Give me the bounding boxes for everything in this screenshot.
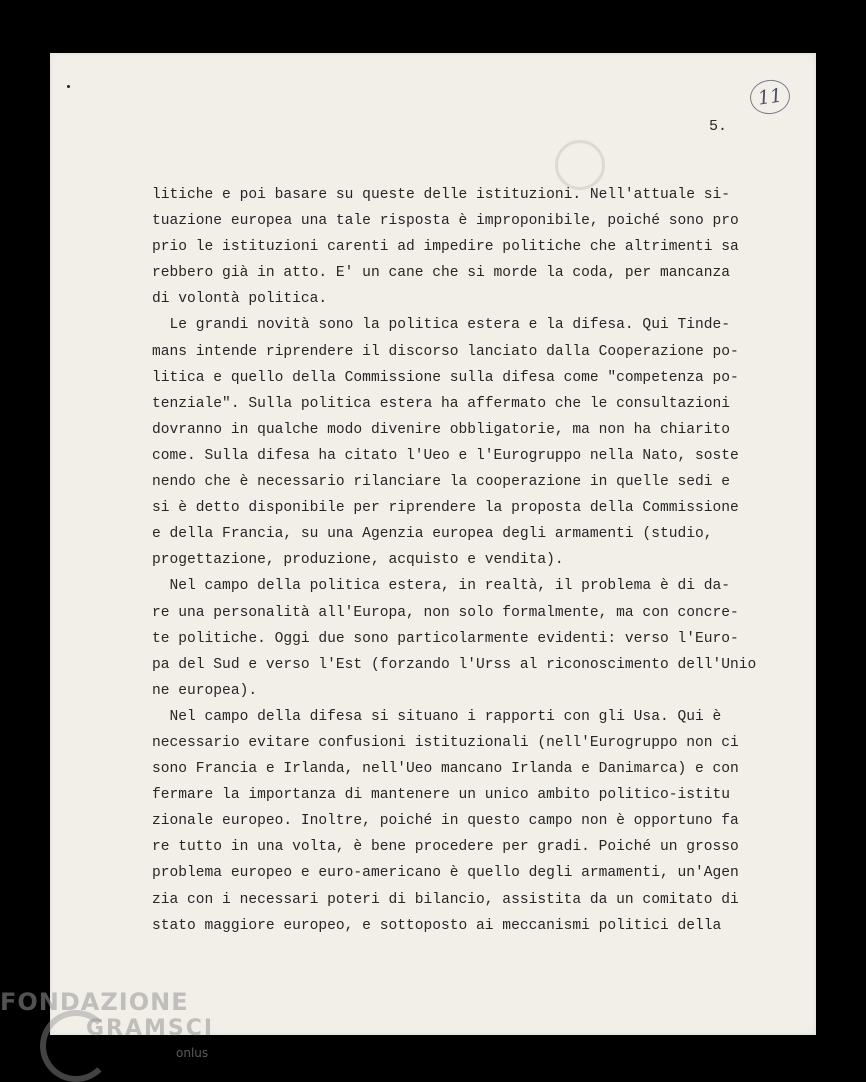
text-line: sono Francia e Irlanda, nell'Ueo mancano Irlanda e Danimarca) e con <box>152 761 739 778</box>
archive-number-stamp: 11 <box>748 77 792 116</box>
text-line: di volontà politica. <box>152 291 328 308</box>
text-line: Le grandi novità sono la politica estera e la difesa. Qui Tinde- <box>152 317 731 334</box>
page-number: 5. <box>709 118 728 135</box>
watermark-title: FONDAZIONE <box>0 988 189 1016</box>
text-line: problema europeo e euro-americano è quello degli armamenti, un'Agen <box>152 865 739 882</box>
text-line: tenziale". Sulla politica estera ha affermato che le consultazioni <box>152 395 731 412</box>
text-line: re tutto in una volta, è bene procedere per gradi. Poiché un grosso <box>152 839 739 856</box>
text-line: mans intende riprendere il discorso lanciato dalla Cooperazione po- <box>152 343 739 360</box>
text-line: nendo che è necessario rilanciare la cooperazione in quelle sedi e <box>152 474 731 491</box>
text-line: si è detto disponibile per riprendere la proposta della Commissione <box>152 500 739 517</box>
watermark-onlus: onlus <box>176 1046 209 1060</box>
text-line: zionale europeo. Inoltre, poiché in questo campo non è opportuno fa <box>152 813 739 830</box>
text-line: come. Sulla difesa ha citato l'Ueo e l'Eurogruppo nella Nato, soste <box>152 447 739 464</box>
text-line: prio le istituzioni carenti ad impedire politiche che altrimenti sa <box>152 239 739 256</box>
text-line: e della Francia, su una Agenzia europea degli armamenti (studio, <box>152 526 713 543</box>
text-line: ne europea). <box>152 682 258 699</box>
text-line: Nel campo della politica estera, in realtà, il problema è di da- <box>152 578 731 595</box>
text-line: litiche e poi basare su queste delle istituzioni. Nell'attuale si- <box>152 187 731 203</box>
text-line: tuazione europea una tale risposta è improponibile, poiché sono pro <box>152 213 739 230</box>
text-line: zia con i necessari poteri di bilancio, assistita da un comitato di <box>152 891 739 908</box>
watermark-subtitle: GRAMSCI <box>86 1016 215 1041</box>
text-line: Nel campo della difesa si situano i rapporti con gli Usa. Qui è <box>152 708 722 725</box>
text-line: stato maggiore europeo, e sottoposto ai meccanismi politici della <box>152 917 722 934</box>
text-line: dovranno in qualche modo divenire obbligatorie, ma non ha chiarito <box>152 421 731 438</box>
text-line: rebbero già in atto. E' un cane che si morde la coda, per mancanza <box>152 265 731 282</box>
ink-dot <box>67 85 70 88</box>
text-line: litica e quello della Commissione sulla difesa come "competenza po- <box>152 369 739 386</box>
text-line: progettazione, produzione, acquisto e vendita). <box>152 552 564 569</box>
typed-body-text <box>152 182 757 939</box>
text-line: fermare la importanza di mantenere un unico ambito politico-istitu <box>152 787 731 804</box>
text-line: te politiche. Oggi due sono particolarmente evidenti: verso l'Euro- <box>152 630 739 647</box>
text-line: necessario evitare confusioni istituzionali (nell'Eurogruppo non ci <box>152 734 739 751</box>
text-line: re una personalità all'Europa, non solo formalmente, ma con concre- <box>152 604 739 621</box>
text-line: pa del Sud e verso l'Est (forzando l'Urss al riconoscimento dell'Unio <box>152 656 757 673</box>
